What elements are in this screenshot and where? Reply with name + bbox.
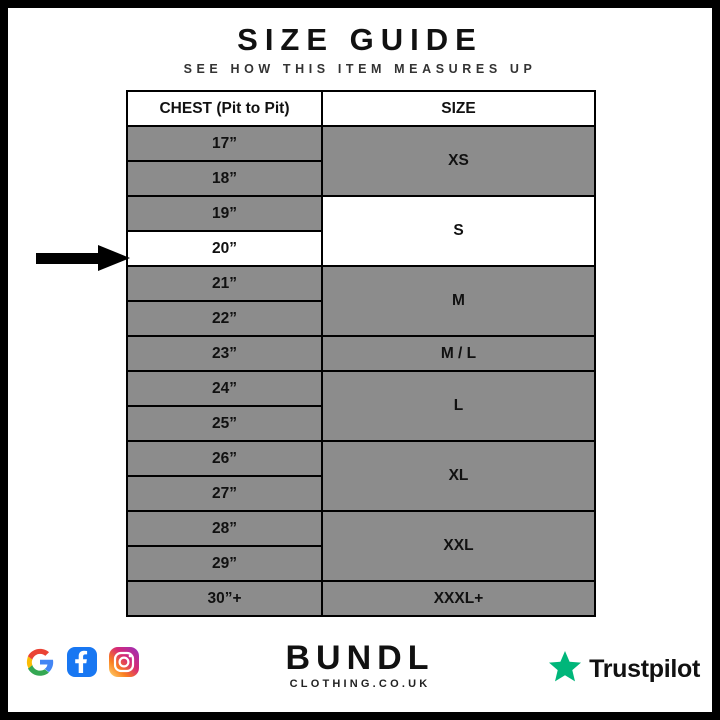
column-header-chest: CHEST (Pit to Pit) bbox=[127, 91, 322, 126]
size-table-body bbox=[127, 91, 595, 616]
chest-cell: 26” bbox=[127, 441, 322, 476]
size-cell: M / L bbox=[322, 336, 595, 371]
size-table-wrapper bbox=[126, 90, 594, 617]
brand-name: BUNDL bbox=[285, 639, 435, 677]
chest-cell: 25” bbox=[127, 406, 322, 441]
chest-cell: 23” bbox=[127, 336, 322, 371]
table-row bbox=[127, 371, 595, 406]
chest-cell: 29” bbox=[127, 546, 322, 581]
size-cell: XS bbox=[322, 126, 595, 196]
chest-cell: 19” bbox=[127, 196, 322, 231]
column-header-size: SIZE bbox=[322, 91, 595, 126]
table-row bbox=[127, 196, 595, 231]
chest-cell: 18” bbox=[127, 161, 322, 196]
chest-cell: 28” bbox=[127, 511, 322, 546]
chest-cell: 27” bbox=[127, 476, 322, 511]
chest-cell: 20” bbox=[127, 231, 322, 266]
size-cell: XL bbox=[322, 441, 595, 511]
table-row bbox=[127, 581, 595, 616]
trustpilot-label: Trustpilot bbox=[589, 654, 700, 683]
table-row bbox=[127, 126, 595, 161]
footer bbox=[8, 640, 712, 712]
chest-cell: 21” bbox=[127, 266, 322, 301]
size-cell: L bbox=[322, 371, 595, 441]
size-cell: M bbox=[322, 266, 595, 336]
size-table bbox=[126, 90, 596, 617]
brand-website: CLOTHING.CO.UK bbox=[289, 678, 431, 690]
page-title: SIZE GUIDE bbox=[237, 22, 483, 57]
trustpilot-star-icon bbox=[548, 650, 582, 688]
table-row bbox=[127, 336, 595, 371]
table-row bbox=[127, 441, 595, 476]
table-row bbox=[127, 266, 595, 301]
size-cell: XXL bbox=[322, 511, 595, 581]
page-subtitle: SEE HOW THIS ITEM MEASURES UP bbox=[183, 62, 537, 76]
chest-cell: 17” bbox=[127, 126, 322, 161]
table-row bbox=[127, 511, 595, 546]
arrow-right-icon bbox=[36, 245, 132, 271]
arrow-shaft bbox=[36, 253, 102, 264]
size-cell: S bbox=[322, 196, 595, 266]
chest-cell: 30”+ bbox=[127, 581, 322, 616]
size-cell: XXXL+ bbox=[322, 581, 595, 616]
chest-cell: 22” bbox=[127, 301, 322, 336]
chest-cell: 24” bbox=[127, 371, 322, 406]
size-guide-card bbox=[8, 8, 712, 712]
table-header-row bbox=[127, 91, 595, 126]
trustpilot-badge[interactable] bbox=[548, 650, 700, 688]
arrow-head bbox=[98, 245, 130, 271]
